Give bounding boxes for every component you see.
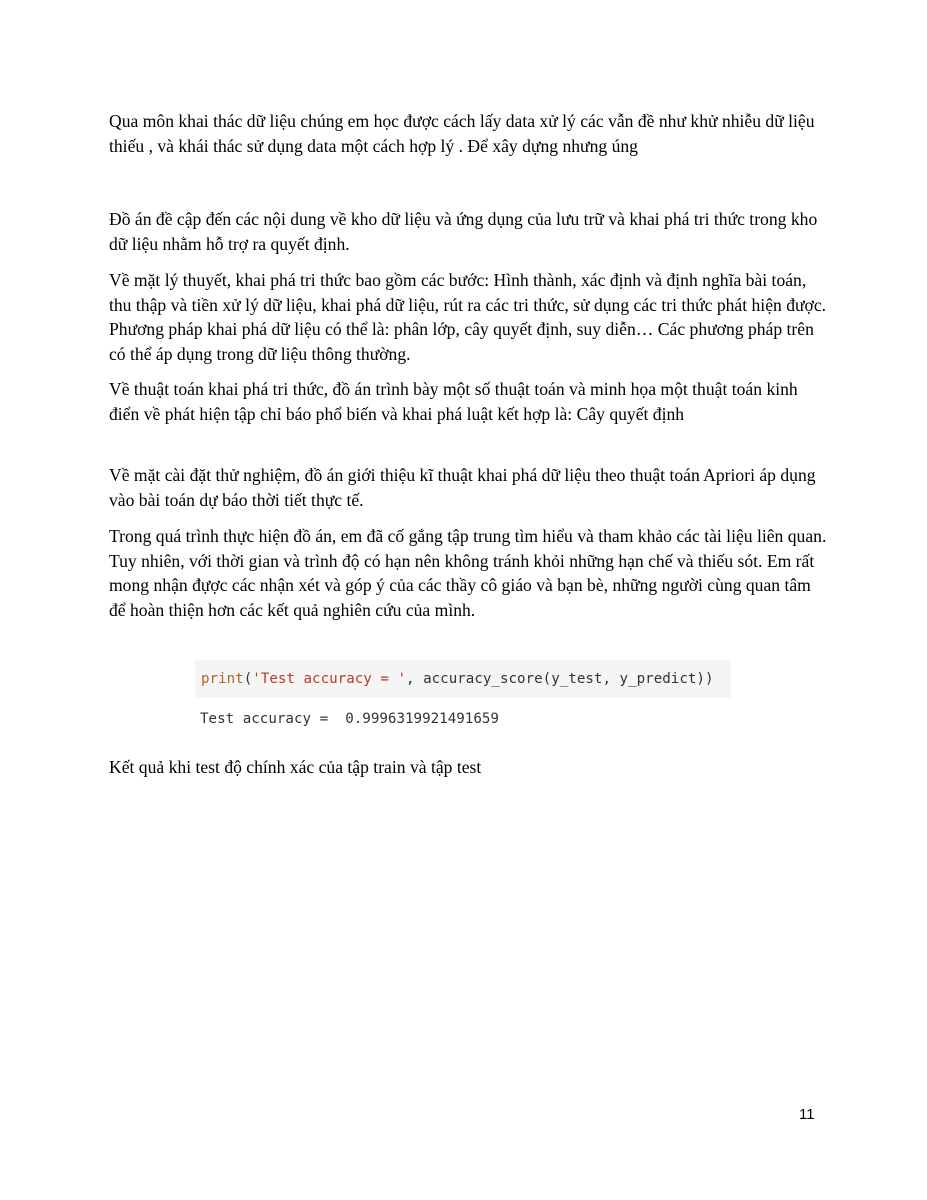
code-open-paren: ( [243,671,253,687]
paragraph-intro: Qua môn khai thác dữ liệu chúng em học được cách lấy data xử lý các vẫn đề như khử nhiễu dữ liệu thiếu , và khái thác sử dụng data một cách hợp lý . Để xây dựng nhưng úng [109,111,815,156]
code-output: Test accuracy = 0.9996319921491659 [200,711,499,727]
result-caption: Kết quả khi test độ chính xác của tập train và tập test [109,757,482,777]
paragraph-implementation: Về mặt cài đặt thử nghiệm, đồ án giới thiệu kĩ thuật khai phá dữ liệu theo thuật toán Apriori áp dụng vào bài toán dự báo thời tiết thực tế. [109,465,816,510]
page-number: 11 [799,1106,815,1123]
code-cell [195,660,731,698]
code-string-literal: 'Test accuracy = ' [252,671,407,687]
paragraph-algorithm: Về thuật toán khai phá tri thức, đồ án trình bày một số thuật toán và minh họa một thuật toán kinh điển về phát hiện tập chỉ báo phổ biến và khai phá luật kết hợp là: Cây quyết định [109,379,798,424]
paragraph-conclusion: Trong quá trình thực hiện đồ án, em đã cố gắng tập trung tìm hiểu và tham khảo các tài liệu liên quan. Tuy nhiên, với thời gian và trình độ có hạn nên không tránh khỏi những hạn chế và thiếu sót. Em rất mong nhận đựợc các nhận xét và góp ý của các thầy cô giáo và bạn bè, những người cùng quan tâm để hoàn thiện hơn các kết quả nghiên cứu của mình. [109,526,827,620]
code-line [201,669,714,689]
paragraph-theory: Về mặt lý thuyết, khai phá tri thức bao gồm các bước: Hình thành, xác định và định nghĩa bài toán, thu thập và tiền xử lý dữ liệu, khai phá dữ liệu, rút ra các tri thức, sử dụng các tri thức phát hiện được. Phương pháp khai phá dữ liệu có thể là: phân lớp, cây quyết định, suy diễn… Các phương pháp trên có thể áp dụng trong dữ liệu thông thường. [109,270,827,364]
code-arguments: , accuracy_score(y_test, y_predict)) [406,671,714,687]
paragraph-overview: Đồ án đề cập đến các nội dung về kho dữ liệu và ứng dụng của lưu trữ và khai phá tri thức trong kho dữ liệu nhằm hỗ trợ ra quyết định. [109,209,818,254]
code-function-name: print [201,671,244,687]
